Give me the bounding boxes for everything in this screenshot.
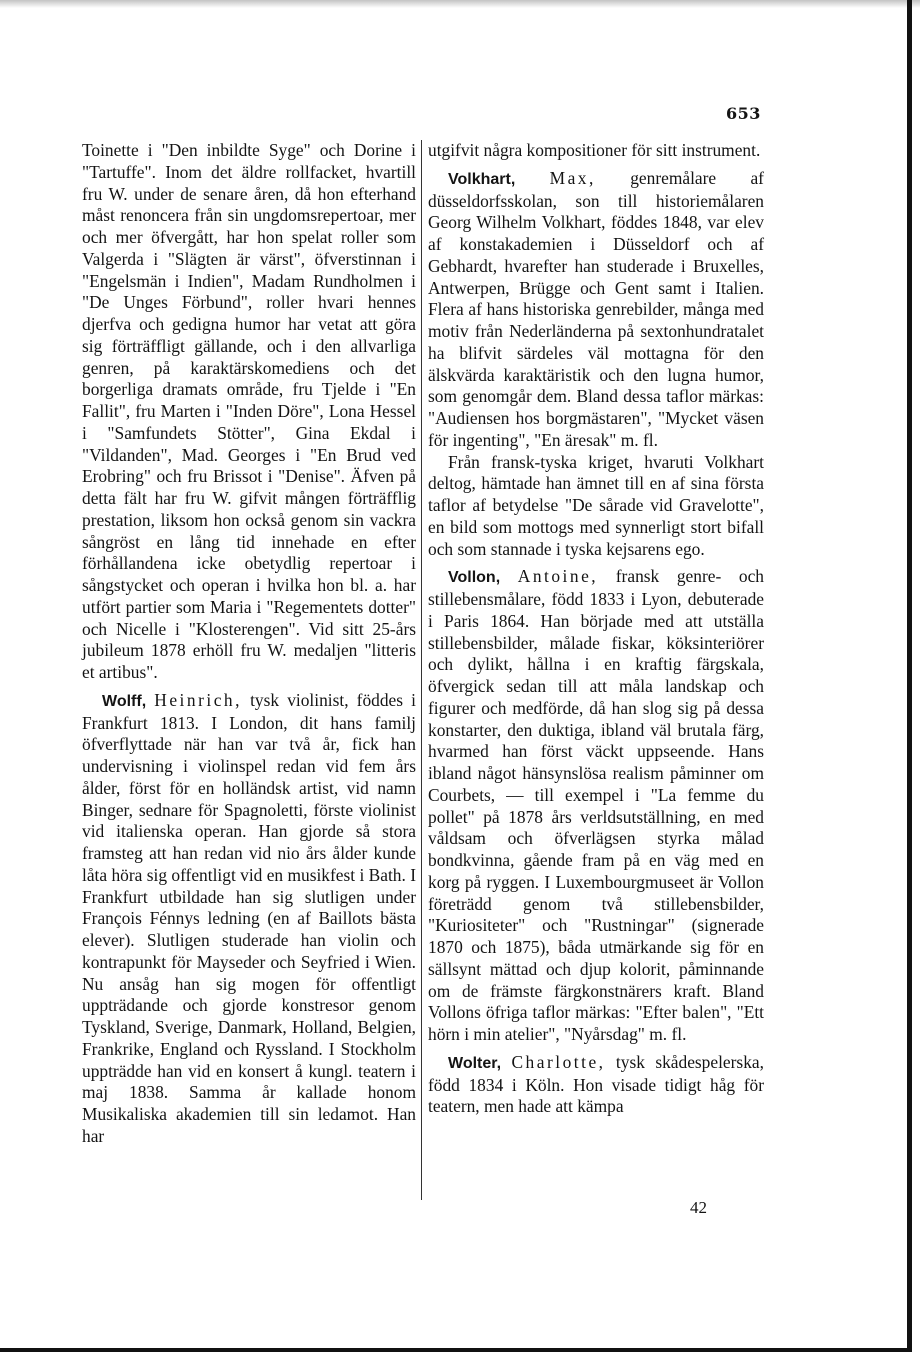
entry-volkhart xyxy=(428,168,764,452)
page-number: 653 xyxy=(726,104,761,123)
given-name-wolter: Charlotte, xyxy=(511,1051,606,1072)
continued-paragraph: Toinette i "Den inbildte Syge" och Dorine i "Tartuffe". Inom det äldre rollfacket, hvartill fru W. under de senare åren, då hon efterhand måst renoncera från sin ungdomsrepertoar, mer och mer öfvergått, har hon spelat roller som Valgerda i "Slägten är värst", öfverstinnan i "Engelsmän i Indien", Madam Rundholmen i "De Unges Förbund", roller hvari hennes djerfva och gedigna humor har vetat att göra sig förträffligt gällande, och i den allvarliga genren, på karaktärskomediens och det borgerliga dramats område, fru Tjelde i "En Fallit", fru Marten i "Inden Döre", Lona Hessel i "Samfundets Stötter", Gina Ekdal i "Vildanden", Mad. Georges i "En Brud ved Erobring" och fru Brissot i "Denise". Äfven på detta fält har fru W. gifvit mången förträfflig prestation, liksom hon också genom sin vackra sångröst en lång tid innehade en efter förhållandena icke obetydlig repertoar i sångstycket och operan i hvilka hon bl. a. har utfört partier som Maria i "Regementets dotter" och Nicelle i "Klosterengen". Vid sitt 25-års jubileum 1878 erhöll fru W. medaljen "litteris et artibus". xyxy=(82,140,416,682)
headword-vollon: Vollon, xyxy=(448,569,501,587)
entry-vollon xyxy=(428,566,764,1046)
entry-wolter xyxy=(428,1052,764,1118)
headword-wolff: Wolff, xyxy=(102,692,147,710)
entry-text-volkhart-2: Från fransk-tyska kriget, hvaruti Volkhart deltog, hämtade han ämnet till en af sina första taflor af betydelse "De sårade vid Gravelotte", en bild som mottogs med synnerligt stort bifall och som stannade i tyska kejsarens ego. xyxy=(428,451,764,559)
continued-paragraph-right: utgifvit några kompositioner för sitt instrument. xyxy=(428,140,761,160)
entry-text-wolff: tysk violinist, föddes i Frankfurt 1813. I London, dit hans familj öfverflyttade när han var två år, fick han undervisning i violinspel redan vid fem års ålder, först för en holländsk artist, vid namn Binger, sednare för Spagnoletti, förste violinist vid italienska operan. Han gjorde så stora framsteg att han redan vid nio års ålder kunde låta höra sig offentligt vid en musikfest i Bath. I Frankfurt utbildade han sig slutligen under François Fénnys ledning (en af Baillots bästa elever). Slutligen studerade han violin och kontrapunkt för Mayseder och Seyfried i Wien. Nu ansåg han sig mogen för offentligt uppträdande och gjorde konstresor genom Tyskland, Sverige, Danmark, Holland, Belgien, Frankrike, England och Ryssland. I Stockholm uppträdde han vid en konsert å kungl. teatern i maj 1838. Samma år kallade honom Musikaliska akademien till sin ledamot. Han har xyxy=(82,689,416,1146)
printer-signature: 42 xyxy=(690,1198,707,1217)
entry-text-vollon: fransk genre- och stillebensmålare, född 1833 i Lyon, debuterade i Paris 1864. Han började med att utställa stillebensbilder, målade fiskar, köksinteriörer och dylikt, hållna i en kraftig färgskala, öfvergick sedan till att måla landskap och figurer och medförde, då han slog sig på dessa konstarter, den duktiga, ibland väl brutala färg, hvarmed han först väckt uppseende. Hans ibland något hänsynslösa realism påminner om Courbets, — till exempel i "La femme du pollet" på 1878 års verldsutställning, en med våldsam och öfverlägsen styrka målad bondkvinna, gående fram på en väg med en korg på ryggen. I Luxembourgmuseet är Vollon företrädd genom två stillebensbilder, "Kuriositeter" och "Rustningar" (signerade 1870 och 1875), båda utmärkande sig för en sällsynt mättad och djup kolorit, påminnande om de främste färgkonstnärers kraft. Bland Vollons öfriga taflor märkas: "Efter balen", "Ett hörn i min atelier", "Nyårsdag" m. fl. xyxy=(428,566,764,1044)
left-column xyxy=(82,140,416,1148)
entry-wolff xyxy=(82,690,416,1148)
headword-wolter: Wolter, xyxy=(448,1054,502,1072)
entry-text-wolter: tysk skådespelerska, född 1834 i Köln. Hon visade tidigt håg för teatern, men hade att kämpa xyxy=(428,1051,764,1117)
given-name-wolff: Heinrich, xyxy=(154,689,242,710)
entry-text-volkhart: genremålare af düsseldorfsskolan, son till historiemålaren Georg Wilhelm Volkhart, föddes 1848, var elev af konstakademien i Düsseldorf och af Gebhardt, hvarefter han studerade i Bruxelles, Antwerpen, Brügge och Gent samt i Italien. Flera af hans historiska genrebilder, många med motiv från Nederländerna på sextonhundratalet ha blifvit särdeles väl mottagna för den älskvärda karaktäristik och den lugna humor, som genomgår dem. Bland dessa taflor märkas: "Audiensen hos borgmästaren", "Mycket väsen för ingenting", "En äresak" m. fl. xyxy=(428,167,764,450)
right-column xyxy=(428,140,764,1118)
given-name-volkhart: Max, xyxy=(549,167,596,188)
headword-volkhart: Volkhart, xyxy=(448,170,516,188)
column-divider xyxy=(421,140,422,1200)
given-name-vollon: Antoine, xyxy=(517,566,599,587)
